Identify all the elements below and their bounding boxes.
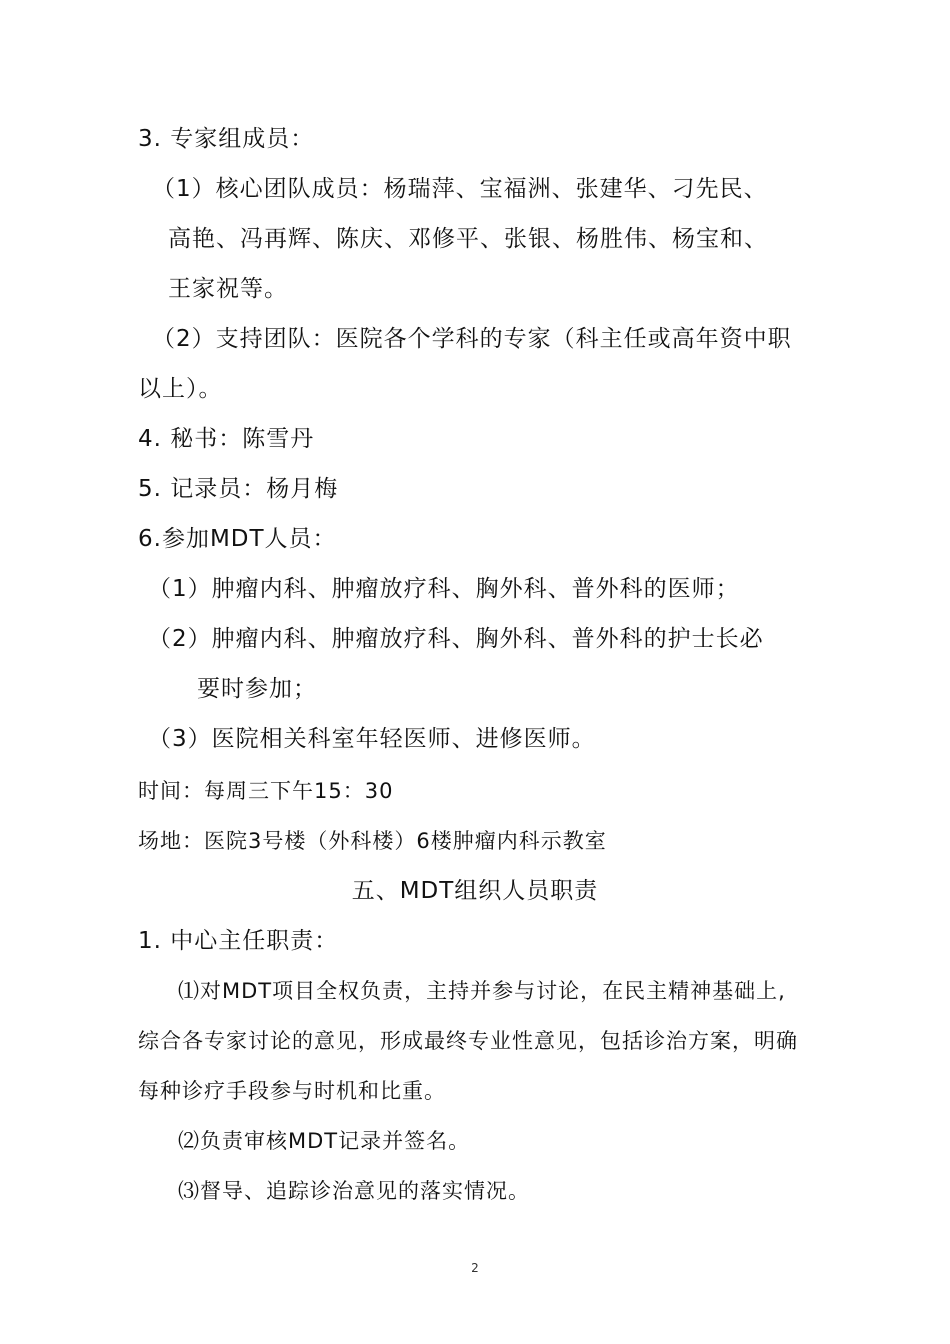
duty-1-line-1: ⑴对MDT项目全权负责，主持并参与讨论，在民主精神基础上,	[178, 979, 786, 1003]
duty-3-line: ⑶督导、追踪诊治意见的落实情况。	[178, 1179, 530, 1203]
item-3-heading: 3. 专家组成员：	[138, 126, 315, 152]
mdt-participants-heading: 6.参加MDT人员：	[138, 526, 337, 552]
participants-item-2-line-1: （2）肿瘤内科、肿瘤放疗科、胸外科、普外科的护士长必	[148, 626, 764, 652]
core-team-line-3: 王家祝等。	[168, 276, 288, 302]
section-5-title: 五、MDT组织人员职责	[351, 878, 599, 904]
meeting-venue-line: 场地：医院3号楼（外科楼）6楼肿瘤内科示教室	[138, 829, 607, 853]
participants-item-3: （3）医院相关科室年轻医师、进修医师。	[148, 726, 596, 752]
participants-item-1: （1）肿瘤内科、肿瘤放疗科、胸外科、普外科的医师；	[148, 576, 740, 602]
duty-1-line-3: 每种诊疗手段参与时机和比重。	[138, 1079, 446, 1103]
core-team-line-1: （1）核心团队成员：杨瑞萍、宝福洲、张建华、刁先民、	[152, 176, 768, 202]
participants-item-2-line-2: 要时参加；	[197, 676, 317, 702]
duty-2-line: ⑵负责审核MDT记录并签名。	[178, 1129, 471, 1153]
recorder-line: 5. 记录员：杨月梅	[138, 476, 339, 502]
director-duties-heading: 1. 中心主任职责：	[138, 928, 339, 954]
page-number: 2	[471, 1261, 479, 1275]
meeting-time-line: 时间：每周三下午15：30	[138, 779, 394, 803]
secretary-line: 4. 秘书：陈雪丹	[138, 426, 315, 452]
core-team-line-2: 高艳、冯再辉、陈庆、邓修平、张银、杨胜伟、杨宝和、	[168, 226, 768, 252]
support-team-line-2: 以上）。	[138, 376, 223, 402]
support-team-line-1: （2）支持团队：医院各个学科的专家（科主任或高年资中职	[152, 326, 792, 352]
duty-1-line-2: 综合各专家讨论的意见，形成最终专业性意见，包括诊治方案，明确	[138, 1029, 798, 1053]
